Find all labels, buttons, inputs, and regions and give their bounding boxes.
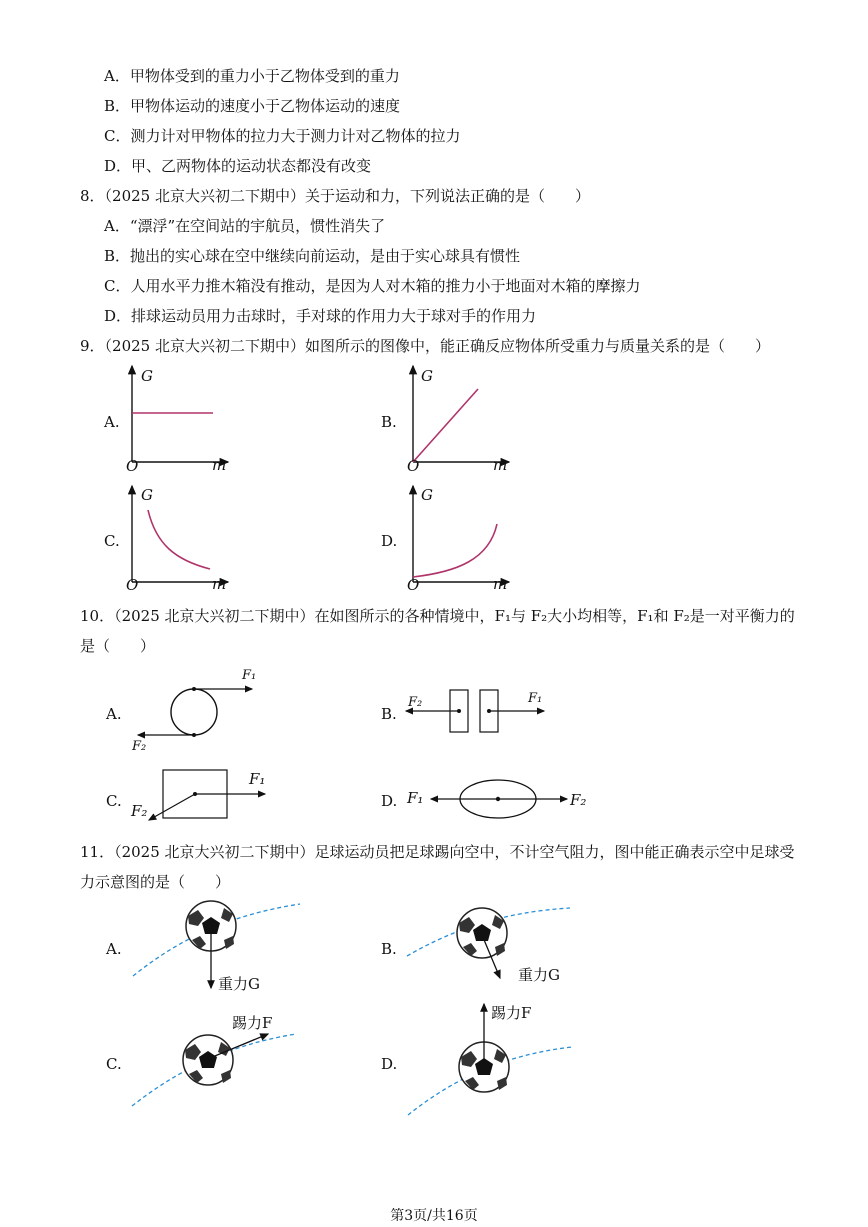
q9-letter-b: B. [381, 413, 397, 431]
q7-option-b: B．甲物体运动的速度小于乙物体运动的速度 [104, 97, 401, 115]
q10-stem-line2: 是（ ） [80, 637, 156, 655]
q9d-y-label: G [421, 486, 433, 504]
q10b-f2: F₂ [408, 695, 423, 710]
q10-letter-d: D. [381, 792, 398, 810]
q10-stem-line1: 10．（2025 北京大兴初二下期中）在如图所示的各种情境中，F₁与 F₂大小均相等，F₁和 F₂是一对平衡力的 [80, 607, 795, 625]
page-footer: 第3页/共16页 [390, 1208, 478, 1224]
q9b-y-label: G [421, 367, 433, 385]
q10-letter-a: A. [106, 705, 122, 723]
q7-option-c: C．测力计对甲物体的拉力大于测力计对乙物体的拉力 [104, 127, 461, 145]
q9c-y-label: G [141, 486, 153, 504]
q9d-x-label: m [493, 575, 508, 593]
q8-option-b: B．抛出的实心球在空中继续向前运动，是由于实心球具有惯性 [104, 247, 521, 265]
q10d-f2: F₂ [570, 791, 587, 809]
q10b-f1: F₁ [528, 691, 543, 706]
q9-letter-a: A. [104, 413, 120, 431]
q11d-kick-label: 踢力F [491, 1004, 532, 1022]
q10-diagram-a [130, 680, 260, 750]
q9c-x-label: m [212, 575, 227, 593]
q10c-f1: F₁ [249, 770, 266, 788]
q11-letter-a: A. [106, 940, 122, 958]
q10-letter-b: B. [381, 705, 397, 723]
q10d-f1: F₁ [407, 789, 424, 807]
q9a-y-label: G [141, 367, 153, 385]
q8-option-a: A．“漂浮”在空间站的宇航员，惯性消失了 [104, 217, 386, 235]
q7-option-d: D．甲、乙两物体的运动状态都没有改变 [104, 157, 372, 175]
q8-stem: 8．（2025 北京大兴初二下期中）关于运动和力，下列说法正确的是（ ） [80, 187, 590, 205]
q9a-origin: O [126, 457, 139, 475]
q10c-f2: F₂ [131, 802, 148, 820]
q10-diagram-d [425, 775, 575, 825]
soccer-ball-icon [183, 1035, 233, 1085]
q8-option-d: D．排球运动员用力击球时，手对球的作用力大于球对手的作用力 [104, 307, 537, 325]
q9b-origin: O [407, 457, 420, 475]
q11-letter-b: B. [381, 940, 397, 958]
q11-diagram-c [128, 1020, 308, 1115]
q11-letter-c: C. [106, 1055, 122, 1073]
q11b-gravity-label: 重力G [518, 966, 560, 984]
q9b-x-label: m [493, 456, 508, 474]
q10a-f2: F₂ [132, 739, 147, 754]
q11-letter-d: D. [381, 1055, 398, 1073]
q10-letter-c: C. [106, 792, 122, 810]
q8-option-c: C．人用水平力推木箱没有推动，是因为人对木箱的推力小于地面对木箱的摩擦力 [104, 277, 641, 295]
q9-letter-c: C. [104, 532, 120, 550]
q7-option-a: A．甲物体受到的重力小于乙物体受到的重力 [104, 67, 400, 85]
q11a-gravity-label: 重力G [218, 975, 260, 993]
q11-stem-line1: 11．（2025 北京大兴初二下期中）足球运动员把足球踢向空中，不计空气阻力，图中能正确表示空中足球受 [80, 843, 795, 861]
q9a-x-label: m [212, 456, 227, 474]
q9-stem: 9．（2025 北京大兴初二下期中）如图所示的图像中，能正确反应物体所受重力与质量关系的是（ ） [80, 337, 770, 355]
q9c-origin: O [126, 576, 139, 594]
q10a-f1: F₁ [242, 668, 257, 683]
q9d-origin: O [407, 576, 420, 594]
q9-letter-d: D. [381, 532, 398, 550]
q11-stem-line2: 力示意图的是（ ） [80, 873, 231, 891]
q11c-kick-label: 踢力F [232, 1014, 273, 1032]
